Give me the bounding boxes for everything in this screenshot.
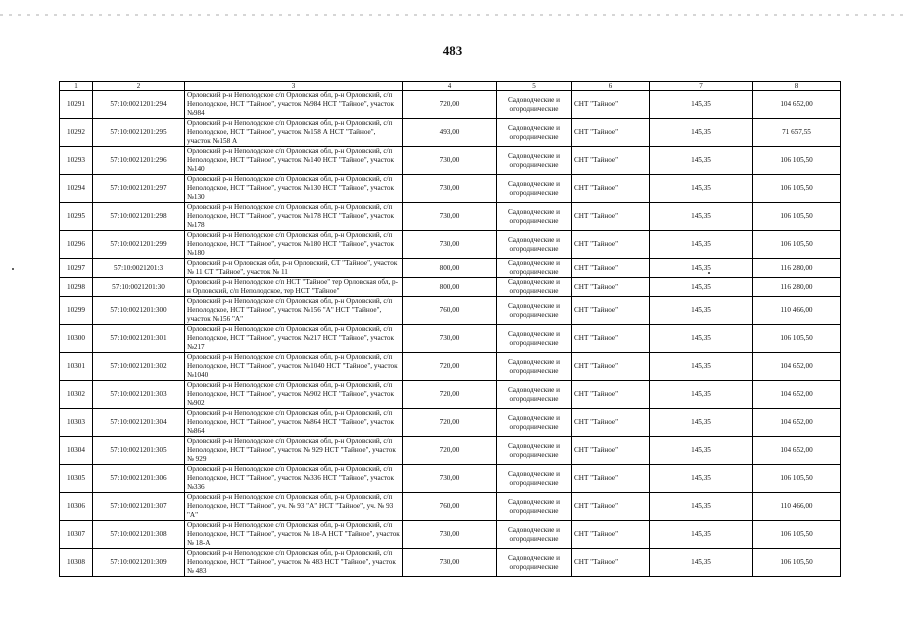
land-use-cell: Садоводческие и огороднические (497, 493, 572, 521)
cadastral-value-cell: 116 280,00 (753, 259, 841, 278)
table-row (60, 437, 841, 465)
row-number-cell: 10300 (60, 325, 93, 353)
cadastral-value-cell: 106 105,50 (753, 147, 841, 175)
table-row (60, 297, 841, 325)
specific-value-cell: 145,35 (650, 203, 753, 231)
table-row (60, 259, 841, 278)
address-description-cell: Орловский р-н Неполодское с/п Орловская обл, р-н Орловский, с/п Неполодское, НСТ "Тайное", участок №217 НСТ "Тайное", участок №217 (185, 325, 403, 353)
row-number-cell: 10297 (60, 259, 93, 278)
partnership-cell: СНТ "Тайное" (572, 259, 650, 278)
land-use-cell: Садоводческие и огороднические (497, 325, 572, 353)
table-row (60, 119, 841, 147)
cadastral-number-cell: 57:10:0021201:297 (93, 175, 185, 203)
table-row (60, 278, 841, 297)
partnership-cell: СНТ "Тайное" (572, 521, 650, 549)
land-use-cell: Садоводческие и огороднические (497, 521, 572, 549)
column-number-row (60, 82, 841, 91)
specific-value-cell: 145,35 (650, 119, 753, 147)
cadastral-value-cell: 106 105,50 (753, 549, 841, 577)
area-cell: 800,00 (403, 278, 497, 297)
table-row (60, 549, 841, 577)
table-row (60, 353, 841, 381)
row-number-cell: 10303 (60, 409, 93, 437)
specific-value-cell: 145,35 (650, 259, 753, 278)
table-row (60, 175, 841, 203)
partnership-cell: СНТ "Тайное" (572, 203, 650, 231)
scan-artifact-line (0, 14, 905, 16)
cadastral-number-cell: 57:10:0021201:30 (93, 278, 185, 297)
table-row (60, 147, 841, 175)
specific-value-cell: 145,35 (650, 353, 753, 381)
land-use-cell: Садоводческие и огороднические (497, 231, 572, 259)
row-number-cell: 10302 (60, 381, 93, 409)
partnership-cell: СНТ "Тайное" (572, 465, 650, 493)
cadastral-number-cell: 57:10:0021201:3 (93, 259, 185, 278)
partnership-cell: СНТ "Тайное" (572, 175, 650, 203)
row-number-cell: 10305 (60, 465, 93, 493)
specific-value-cell: 145,35 (650, 549, 753, 577)
specific-value-cell: 145,35 (650, 297, 753, 325)
table-row (60, 409, 841, 437)
address-description-cell: Орловский р-н Неполодское с/п Орловская обл, р-н Орловский, с/п Неполодское, НСТ "Тайное", участок №902 НСТ "Тайное", участок №902 (185, 381, 403, 409)
land-use-cell: Садоводческие и огороднические (497, 549, 572, 577)
address-description-cell: Орловский р-н Неполодское с/п Орловская обл, р-н Орловский, с/п Неполодское, НСТ "Тайное", участок №984 НСТ "Тайное", участок №984 (185, 91, 403, 119)
column-number: 2 (93, 82, 185, 91)
area-cell: 730,00 (403, 325, 497, 353)
address-description-cell: Орловский р-н Неполодское с/п Орловская обл, р-н Орловский, с/п Неполодское, НСТ "Тайное", участок №178 НСТ "Тайное", участок №178 (185, 203, 403, 231)
row-number-cell: 10306 (60, 493, 93, 521)
cadastral-number-cell: 57:10:0021201:309 (93, 549, 185, 577)
specific-value-cell: 145,35 (650, 409, 753, 437)
cadastral-value-cell: 104 652,00 (753, 91, 841, 119)
cadastral-number-cell: 57:10:0021201:302 (93, 353, 185, 381)
specific-value-cell: 145,35 (650, 381, 753, 409)
row-number-cell: 10291 (60, 91, 93, 119)
specific-value-cell: 145,35 (650, 521, 753, 549)
land-use-cell: Садоводческие и огороднические (497, 119, 572, 147)
land-use-cell: Садоводческие и огороднические (497, 353, 572, 381)
address-description-cell: Орловский р-н Неполодское с/п Орловская обл, р-н Орловский, с/п Неполодское, НСТ "Тайное", участок №156 "А" НСТ "Тайное", участок №156 "А" (185, 297, 403, 325)
land-use-cell: Садоводческие и огороднические (497, 203, 572, 231)
land-use-cell: Садоводческие и огороднические (497, 297, 572, 325)
row-number-cell: 10292 (60, 119, 93, 147)
registry-table-body (60, 82, 841, 577)
table-row (60, 521, 841, 549)
row-number-cell: 10294 (60, 175, 93, 203)
specific-value-cell: 145,35 (650, 278, 753, 297)
cadastral-number-cell: 57:10:0021201:295 (93, 119, 185, 147)
address-description-cell: Орловский р-н Неполодское с/п Орловская обл, р-н Орловский, с/п Неполодское, НСТ "Тайное", участок №140 НСТ "Тайное", участок №140 (185, 147, 403, 175)
land-use-cell: Садоводческие и огороднические (497, 91, 572, 119)
row-number-cell: 10299 (60, 297, 93, 325)
area-cell: 730,00 (403, 231, 497, 259)
land-use-cell: Садоводческие и огороднические (497, 437, 572, 465)
address-description-cell: Орловский р-н Неполодское с/п Орловская обл, р-н Орловский, с/п Неполодское, НСТ "Тайное", участок № 483 НСТ "Тайное", участок № 483 (185, 549, 403, 577)
specific-value-cell: 145,35 (650, 231, 753, 259)
table-row (60, 231, 841, 259)
row-number-cell: 10307 (60, 521, 93, 549)
area-cell: 720,00 (403, 353, 497, 381)
address-description-cell: Орловский р-н Неполодское с/п Орловская обл, р-н Орловский, с/п Неполодское, НСТ "Тайное", участок №180 НСТ "Тайное", участок №180 (185, 231, 403, 259)
row-number-cell: 10308 (60, 549, 93, 577)
cadastral-number-cell: 57:10:0021201:296 (93, 147, 185, 175)
land-use-cell: Садоводческие и огороднические (497, 381, 572, 409)
specific-value-cell: 145,35 (650, 325, 753, 353)
cadastral-number-cell: 57:10:0021201:301 (93, 325, 185, 353)
row-number-cell: 10304 (60, 437, 93, 465)
cadastral-value-cell: 104 652,00 (753, 353, 841, 381)
cadastral-value-cell: 116 280,00 (753, 278, 841, 297)
row-number-cell: 10301 (60, 353, 93, 381)
land-use-cell: Садоводческие и огороднические (497, 175, 572, 203)
partnership-cell: СНТ "Тайное" (572, 91, 650, 119)
address-description-cell: Орловский р-н Неполодское с/п Орловская обл, р-н Орловский, с/п Неполодское, НСТ "Тайное", участок № 929 НСТ "Тайное", участок № 929 (185, 437, 403, 465)
cadastral-value-cell: 71 657,55 (753, 119, 841, 147)
partnership-cell: СНТ "Тайное" (572, 119, 650, 147)
cadastral-number-cell: 57:10:0021201:304 (93, 409, 185, 437)
cadastral-value-cell: 110 466,00 (753, 493, 841, 521)
column-number: 4 (403, 82, 497, 91)
partnership-cell: СНТ "Тайное" (572, 353, 650, 381)
specific-value-cell: 145,35 (650, 147, 753, 175)
area-cell: 730,00 (403, 465, 497, 493)
address-description-cell: Орловский р-н Неполодское с/п Орловская обл, р-н Орловский, с/п Неполодское, НСТ "Тайное", уч. № 93 "А" НСТ "Тайное", уч. № 93 "А" (185, 493, 403, 521)
area-cell: 760,00 (403, 493, 497, 521)
cadastral-number-cell: 57:10:0021201:305 (93, 437, 185, 465)
page-number: 483 (442, 43, 463, 58)
cadastral-number-cell: 57:10:0021201:300 (93, 297, 185, 325)
cadastral-number-cell: 57:10:0021201:303 (93, 381, 185, 409)
row-number-cell: 10295 (60, 203, 93, 231)
column-number: 5 (497, 82, 572, 91)
area-cell: 730,00 (403, 203, 497, 231)
specific-value-cell: 145,35 (650, 437, 753, 465)
cadastral-number-cell: 57:10:0021201:306 (93, 465, 185, 493)
cadastral-number-cell: 57:10:0021201:298 (93, 203, 185, 231)
cadastral-value-cell: 106 105,50 (753, 465, 841, 493)
specific-value-cell: 145,35 (650, 91, 753, 119)
partnership-cell: СНТ "Тайное" (572, 381, 650, 409)
row-number-cell: 10293 (60, 147, 93, 175)
cadastral-number-cell: 57:10:0021201:294 (93, 91, 185, 119)
address-description-cell: Орловский р-н Неполодское с/п Орловская обл, р-н Орловский, с/п Неполодское, НСТ "Тайное", участок №158 А НСТ "Тайное", участок №158 А (185, 119, 403, 147)
area-cell: 730,00 (403, 147, 497, 175)
land-use-cell: Садоводческие и огороднические (497, 147, 572, 175)
address-description-cell: Орловский р-н Неполодское с/п НСТ "Тайное" тер Орловская обл, р-н Орловский, с/п Неполодское, тер НСТ "Тайное" (185, 278, 403, 297)
address-description-cell: Орловский р-н Орловская обл, р-н Орловский, СТ "Тайное", участок № 11 СТ "Тайное", участок № 11 (185, 259, 403, 278)
partnership-cell: СНТ "Тайное" (572, 549, 650, 577)
area-cell: 720,00 (403, 409, 497, 437)
partnership-cell: СНТ "Тайное" (572, 297, 650, 325)
column-number: 8 (753, 82, 841, 91)
scan-speck (12, 268, 14, 270)
cadastral-number-cell: 57:10:0021201:308 (93, 521, 185, 549)
partnership-cell: СНТ "Тайное" (572, 278, 650, 297)
address-description-cell: Орловский р-н Неполодское с/п Орловская обл, р-н Орловский, с/п Неполодское, НСТ "Тайное", участок №864 НСТ "Тайное", участок №864 (185, 409, 403, 437)
specific-value-cell: 145,35 (650, 175, 753, 203)
land-use-cell: Садоводческие и огороднические (497, 465, 572, 493)
column-number: 7 (650, 82, 753, 91)
area-cell: 720,00 (403, 91, 497, 119)
cadastral-value-cell: 106 105,50 (753, 175, 841, 203)
area-cell: 800,00 (403, 259, 497, 278)
column-number: 6 (572, 82, 650, 91)
cadastral-number-cell: 57:10:0021201:307 (93, 493, 185, 521)
table-row (60, 465, 841, 493)
partnership-cell: СНТ "Тайное" (572, 325, 650, 353)
area-cell: 730,00 (403, 521, 497, 549)
table-row (60, 91, 841, 119)
area-cell: 730,00 (403, 549, 497, 577)
cadastral-value-cell: 110 466,00 (753, 297, 841, 325)
address-description-cell: Орловский р-н Неполодское с/п Орловская обл, р-н Орловский, с/п Неполодское, НСТ "Тайное", участок №336 НСТ "Тайное", участок №336 (185, 465, 403, 493)
table-row (60, 325, 841, 353)
area-cell: 760,00 (403, 297, 497, 325)
row-number-cell: 10298 (60, 278, 93, 297)
cadastral-value-cell: 104 652,00 (753, 437, 841, 465)
area-cell: 720,00 (403, 437, 497, 465)
partnership-cell: СНТ "Тайное" (572, 437, 650, 465)
table-row (60, 381, 841, 409)
column-number: 3 (185, 82, 403, 91)
row-number-cell: 10296 (60, 231, 93, 259)
cadastral-value-cell: 104 652,00 (753, 381, 841, 409)
address-description-cell: Орловский р-н Неполодское с/п Орловская обл, р-н Орловский, с/п Неполодское, НСТ "Тайное", участок №1040 НСТ "Тайное", участок №1040 (185, 353, 403, 381)
cadastral-value-cell: 106 105,50 (753, 203, 841, 231)
land-use-cell: Садоводческие и огороднические (497, 409, 572, 437)
column-number: 1 (60, 82, 93, 91)
partnership-cell: СНТ "Тайное" (572, 147, 650, 175)
registry-table (59, 81, 841, 577)
table-row (60, 203, 841, 231)
area-cell: 493,00 (403, 119, 497, 147)
area-cell: 730,00 (403, 175, 497, 203)
cadastral-value-cell: 104 652,00 (753, 409, 841, 437)
address-description-cell: Орловский р-н Неполодское с/п Орловская обл, р-н Орловский, с/п Неполодское, НСТ "Тайное", участок № 18-А НСТ "Тайное", участок № 18-А (185, 521, 403, 549)
specific-value-cell: 145,35 (650, 493, 753, 521)
cadastral-value-cell: 106 105,50 (753, 521, 841, 549)
partnership-cell: СНТ "Тайное" (572, 231, 650, 259)
partnership-cell: СНТ "Тайное" (572, 493, 650, 521)
table-row (60, 493, 841, 521)
partnership-cell: СНТ "Тайное" (572, 409, 650, 437)
land-use-cell: Садоводческие и огороднические (497, 259, 572, 278)
land-use-cell: Садоводческие и огороднические (497, 278, 572, 297)
cadastral-number-cell: 57:10:0021201:299 (93, 231, 185, 259)
address-description-cell: Орловский р-н Неполодское с/п Орловская обл, р-н Орловский, с/п Неполодское, НСТ "Тайное", участок №130 НСТ "Тайное", участок №130 (185, 175, 403, 203)
cadastral-value-cell: 106 105,50 (753, 325, 841, 353)
specific-value-cell: 145,35 (650, 465, 753, 493)
cadastral-value-cell: 106 105,50 (753, 231, 841, 259)
area-cell: 720,00 (403, 381, 497, 409)
